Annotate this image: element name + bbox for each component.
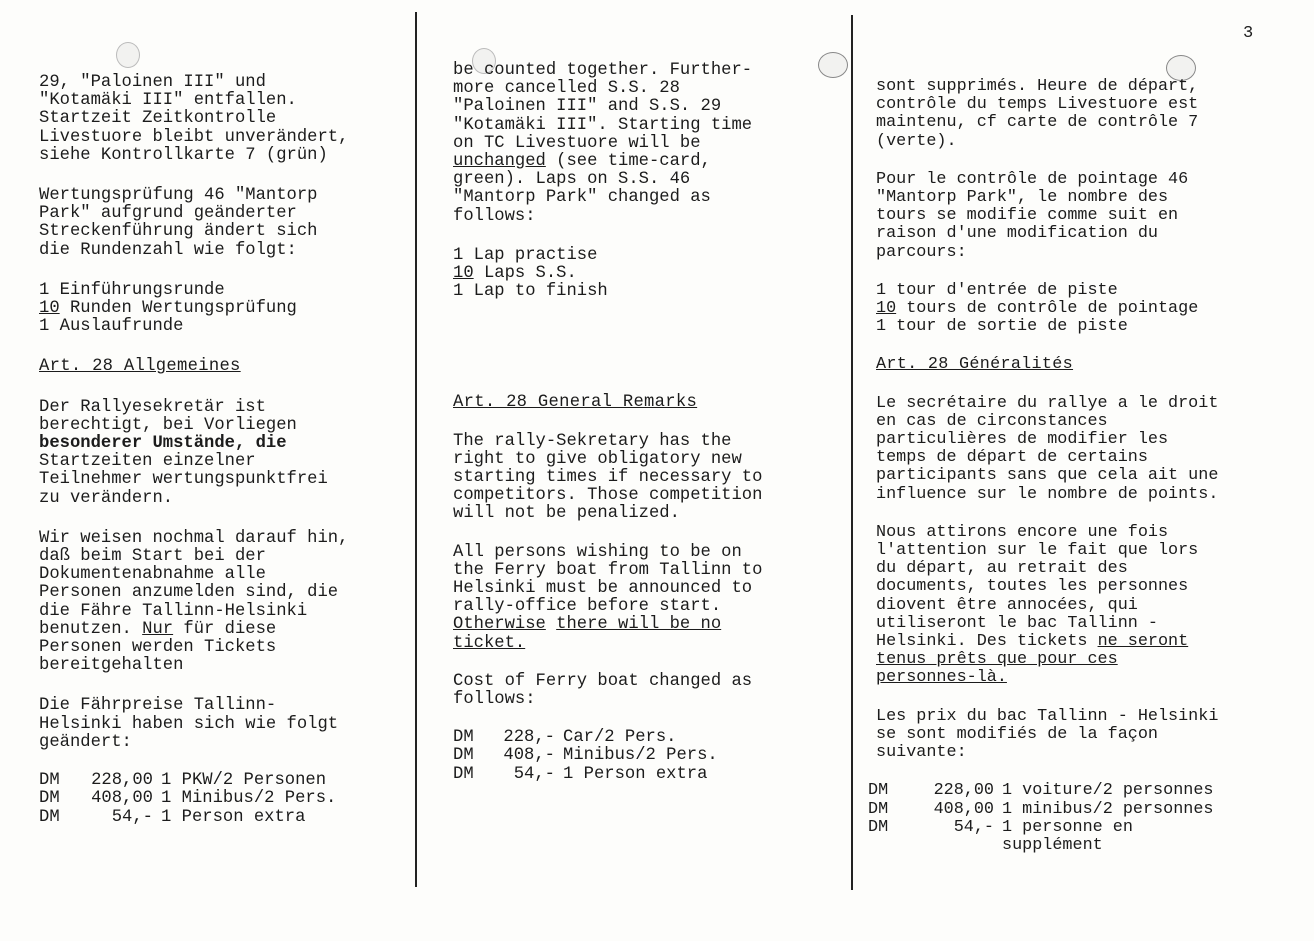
text-line: du départ, au retrait des — [876, 559, 1128, 579]
text-line: follows: — [453, 690, 536, 710]
text-line: Der Rallyesekretär ist — [39, 397, 266, 417]
text-line: competitors. Those competition — [453, 486, 763, 506]
punch-hole-left — [116, 42, 140, 68]
column-divider-left — [415, 12, 417, 887]
text-line: Startzeit Zeitkontrolle — [39, 109, 277, 129]
lap-line: 10 tours de contrôle de pointage — [876, 299, 1199, 319]
text-line: maintenu, cf carte de contrôle 7 — [876, 113, 1199, 133]
french-heading: Art. 28 Généralités — [876, 355, 1074, 375]
text-line: Wir weisen nochmal darauf hin, — [39, 528, 349, 548]
text-line: Teilnehmer wertungspunktfrei — [39, 470, 328, 490]
page-number: 3 — [1243, 24, 1254, 43]
text-line: l'attention sur le fait que lors — [876, 541, 1199, 561]
text-line: besonderer Umstände, die — [39, 434, 287, 454]
french-laps — [876, 282, 1301, 337]
german-price-intro — [39, 697, 409, 752]
text-line: Nous attirons encore une fois — [876, 522, 1169, 542]
text-line: Helsinki haben sich wie folgt — [39, 714, 339, 734]
text-line: die Rundenzahl wie folgt: — [39, 240, 297, 260]
text-line: ticket. — [453, 633, 526, 653]
french-column — [868, 77, 1301, 855]
text-line: tours se modifie comme suit en — [876, 206, 1179, 226]
text-line: diovent être annocées, qui — [876, 595, 1138, 615]
text-line: utiliseront le bac Tallinn - — [876, 613, 1158, 633]
price-row: DM 408,- Minibus/2 Pers. — [453, 746, 718, 766]
text-line: daß beim Start bei der — [39, 547, 266, 567]
text-line: green). Laps on S.S. 46 — [453, 170, 691, 190]
text-line: Livestuore bleibt unverändert, — [39, 127, 349, 147]
text-line: se sont modifiés de la façon — [876, 724, 1158, 744]
text-line: Park" aufgrund geänderter — [39, 204, 297, 224]
text-line: starting times if necessary to — [453, 468, 763, 488]
french-price-table — [868, 782, 1301, 855]
german-heading: Art. 28 Allgemeines — [39, 357, 241, 377]
german-price-table — [39, 772, 409, 827]
text-line: raison d'une modification du — [876, 224, 1158, 244]
text-line: the Ferry boat from Tallinn to — [453, 560, 763, 580]
lap-line: 1 Einführungsrunde — [39, 280, 225, 300]
text-line: influence sur le nombre de points. — [876, 484, 1219, 504]
german-intro — [39, 74, 409, 165]
text-line: Die Fährpreise Tallinn- — [39, 696, 277, 716]
text-line: Cost of Ferry boat changed as — [453, 671, 753, 691]
text-line: Wertungsprüfung 46 "Mantorp — [39, 186, 318, 206]
text-line: "Kotamäki III". Starting time — [453, 115, 753, 135]
german-mantorp — [39, 187, 409, 260]
french-mantorp — [876, 171, 1301, 262]
german-ferry-paragraph — [39, 530, 409, 676]
price-row: DM 408,00 1 minibus/2 personnes — [868, 799, 1214, 819]
text-line: Startzeiten einzelner — [39, 452, 256, 472]
text-line: Streckenführung ändert sich — [39, 222, 318, 242]
english-ferry-paragraph — [453, 544, 833, 653]
text-line: "Mantorp Park", le nombre des — [876, 188, 1169, 208]
text-line: Personen werden Tickets — [39, 638, 277, 658]
english-rally-paragraph — [453, 433, 833, 524]
text-line: rally-office before start. — [453, 597, 722, 617]
text-line: right to give obligatory new — [453, 449, 742, 469]
english-heading: Art. 28 General Remarks — [453, 393, 698, 413]
text-line: personnes-là. — [876, 668, 1007, 688]
text-line: contrôle du temps Livestuore est — [876, 95, 1199, 115]
french-ferry-paragraph — [876, 524, 1301, 688]
text-line: be counted together. Further- — [453, 61, 753, 80]
french-intro — [876, 78, 1301, 151]
text-line: temps de départ de certains — [876, 448, 1148, 468]
price-row: DM 228,- Car/2 Pers. — [453, 728, 677, 748]
french-price-intro — [876, 708, 1301, 763]
text-line: suivante: — [876, 743, 967, 763]
text-line: Les prix du bac Tallinn - Helsinki — [876, 706, 1219, 726]
price-row-continuation: supplément — [1002, 835, 1103, 855]
text-line: bereitgehalten — [39, 656, 184, 676]
text-line: 29, "Paloinen III" und — [39, 73, 266, 92]
german-column — [39, 74, 409, 827]
text-line: en cas de circonstances — [876, 411, 1108, 431]
text-line: parcours: — [876, 242, 967, 262]
german-laps — [39, 282, 409, 337]
text-line: follows: — [453, 206, 536, 226]
text-line: particulières de modifier les — [876, 430, 1169, 450]
text-line: Helsinki must be announced to — [453, 579, 753, 599]
column-divider-right — [851, 15, 853, 890]
english-intro — [453, 62, 833, 226]
text-line: Dokumentenabnahme alle — [39, 565, 266, 585]
english-price-intro — [453, 673, 833, 709]
text-line: "Mantorp Park" changed as — [453, 188, 711, 208]
lap-line: 10 Runden Wertungsprüfung — [39, 299, 297, 319]
text-line: will not be penalized. — [453, 504, 680, 524]
text-line: on TC Livestuore will be — [453, 133, 701, 153]
text-line: All persons wishing to be on — [453, 542, 742, 562]
text-line: tenus prêts que pour ces — [876, 650, 1118, 670]
lap-line: 1 tour de sortie de piste — [876, 317, 1128, 337]
text-line: "Paloinen III" and S.S. 29 — [453, 97, 722, 117]
german-rally-paragraph — [39, 399, 409, 508]
text-line: Personen anzumelden sind, die — [39, 583, 339, 603]
price-row: DM 408,00 1 Minibus/2 Pers. — [39, 789, 337, 809]
text-line: participants sans que cela ait une — [876, 466, 1219, 486]
price-row: DM 54,- 1 Person extra — [453, 764, 708, 784]
price-row: DM 54,- 1 personne en — [868, 817, 1133, 837]
english-laps — [453, 247, 833, 302]
english-price-table — [453, 729, 833, 784]
text-line: Le secrétaire du rallye a le droit — [876, 393, 1219, 413]
lap-line: 1 Auslaufrunde — [39, 317, 184, 337]
text-line: berechtigt, bei Vorliegen — [39, 415, 297, 435]
text-line: siehe Kontrollkarte 7 (grün) — [39, 145, 328, 165]
french-rally-paragraph — [876, 395, 1301, 504]
text-line: documents, toutes les personnes — [876, 577, 1189, 597]
text-line: Otherwise there will be no — [453, 615, 722, 635]
text-line: (verte). — [876, 131, 957, 151]
english-column — [453, 62, 833, 784]
text-line: more cancelled S.S. 28 — [453, 79, 680, 99]
price-row: DM 228,00 1 voiture/2 personnes — [868, 781, 1214, 801]
text-line: Pour le contrôle de pointage 46 — [876, 169, 1189, 189]
text-line: benutzen. Nur für diese — [39, 619, 277, 639]
text-line: Helsinki. Des tickets ne seront — [876, 632, 1189, 652]
lap-line: 1 Lap to finish — [453, 282, 608, 302]
text-line: "Kotamäki III" entfallen. — [39, 91, 297, 111]
text-line: die Fähre Tallinn-Helsinki — [39, 601, 308, 621]
text-line: zu verändern. — [39, 488, 174, 508]
lap-line: 1 tour d'entrée de piste — [876, 280, 1118, 300]
text-line: geändert: — [39, 732, 132, 752]
text-line: sont supprimés. Heure de départ, — [876, 77, 1199, 96]
text-line: unchanged (see time-card, — [453, 152, 711, 172]
price-row: DM 54,- 1 Person extra — [39, 807, 306, 827]
price-row: DM 228,00 1 PKW/2 Personen — [39, 771, 327, 791]
lap-line: 10 Laps S.S. — [453, 264, 577, 284]
text-line: The rally-Sekretary has the — [453, 431, 732, 451]
lap-line: 1 Lap practise — [453, 245, 598, 265]
